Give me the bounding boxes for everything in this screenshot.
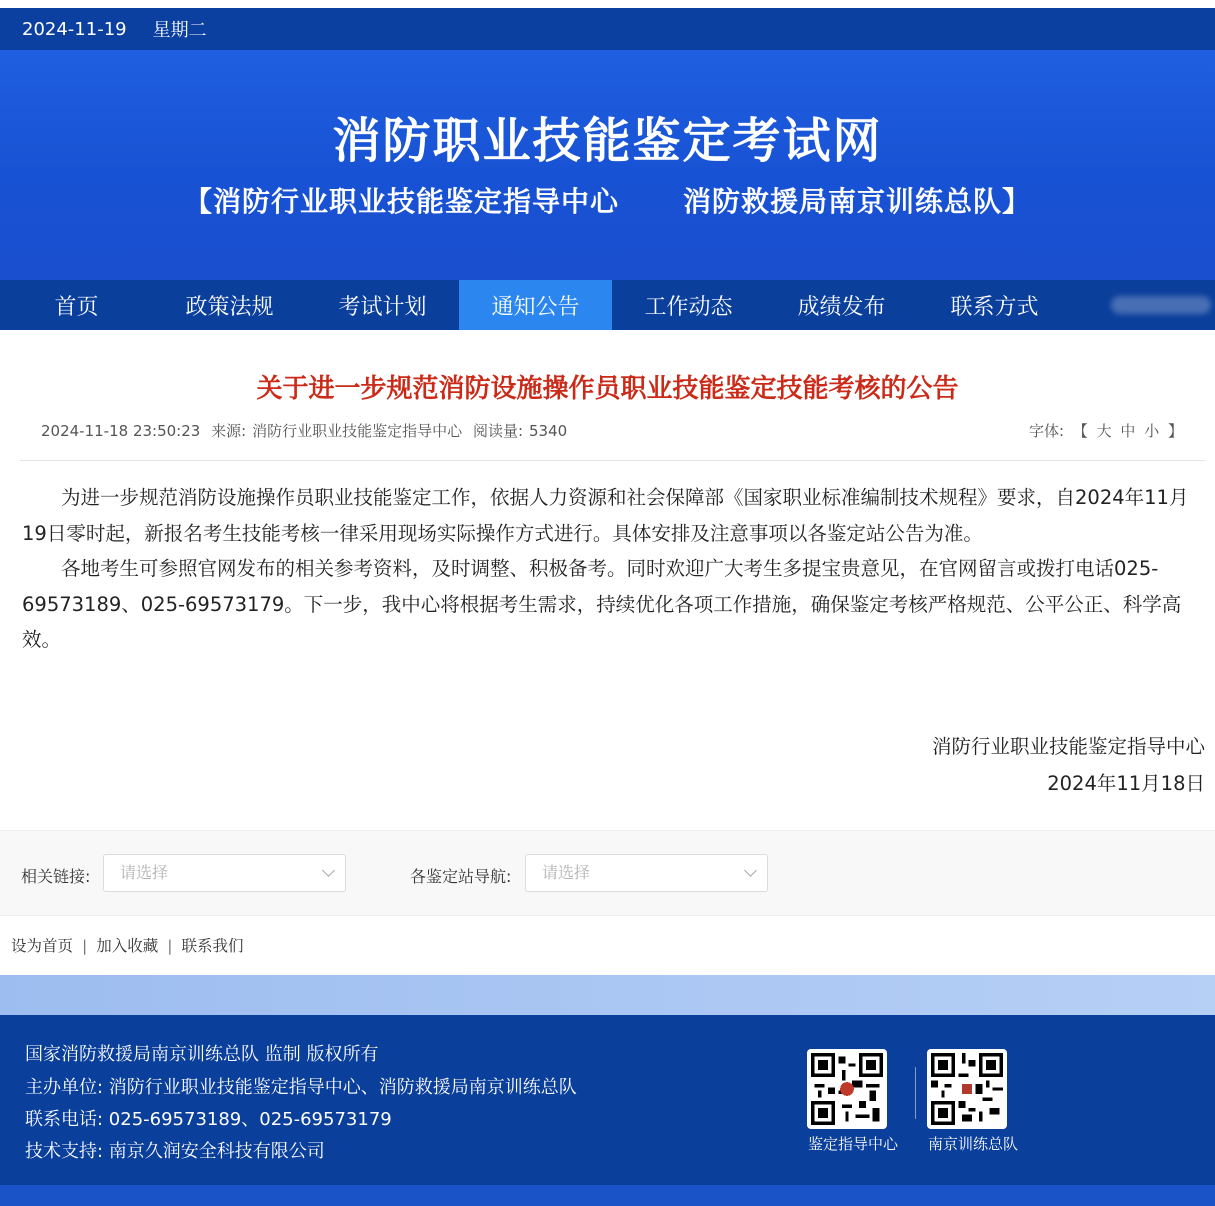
bracket-open: 【 <box>1072 422 1088 440</box>
chevron-down-icon <box>322 864 335 877</box>
font-large-button[interactable]: 大 <box>1096 422 1112 440</box>
qr1-label: 鉴定指导中心 <box>808 1135 899 1153</box>
related-links-select[interactable] <box>103 854 346 892</box>
current-date: 2024-11-19 <box>22 18 127 40</box>
link-separator: | <box>167 937 173 955</box>
footer-phone: 联系电话: 025-69573189、025-69573179 <box>25 1109 392 1130</box>
nav-item-notices[interactable]: 通知公告 <box>459 280 612 330</box>
footer-support: 技术支持: 南京久润安全科技有限公司 <box>25 1141 325 1162</box>
nav-blurred-item <box>1111 296 1211 314</box>
site-footer <box>0 1015 1215 1206</box>
set-homepage-link[interactable]: 设为首页 <box>11 937 74 955</box>
site-title: 消防职业技能鉴定考试网 <box>332 113 883 169</box>
nav-item-home[interactable]: 首页 <box>54 294 99 320</box>
signer: 消防行业职业技能鉴定指导中心 <box>931 735 1205 758</box>
related-links-placeholder: 请选择 <box>120 863 169 882</box>
article-source: 消防行业职业技能鉴定指导中心 <box>252 422 463 440</box>
current-weekday: 星期二 <box>152 20 207 41</box>
subtitle-right: 消防救援局南京训练总队】 <box>683 185 1032 218</box>
article-meta <box>41 420 573 441</box>
qr2-label: 南京训练总队 <box>928 1135 1019 1153</box>
article-paragraph: 为进一步规范消防设施操作员职业技能鉴定工作，依据人力资源和社会保障部《国家职业标准编制技术规程》要求，自2024年11月19日零时起，新报名考生技能考核一律采用现场实际操作方式进行。具体安排及注意事项以各鉴定站公告为准。 <box>22 486 1189 545</box>
bottom-strip <box>0 1185 1215 1206</box>
article-datetime: 2024-11-18 23:50:23 <box>41 422 201 440</box>
article-signature <box>932 728 1205 802</box>
top-date-bar <box>0 8 1215 50</box>
main-nav <box>0 280 1215 330</box>
source-label: 来源: <box>211 422 247 440</box>
contact-us-link[interactable]: 联系我们 <box>181 937 244 955</box>
nav-item-exam-plan[interactable]: 考试计划 <box>338 294 427 320</box>
qr-divider <box>915 1067 916 1119</box>
station-nav-placeholder: 请选择 <box>542 863 591 882</box>
add-favorite-link[interactable]: 加入收藏 <box>96 937 159 955</box>
links-area <box>0 830 1215 916</box>
related-links-label: 相关链接: <box>21 867 91 886</box>
footer-copyright: 国家消防救援局南京训练总队 监制 版权所有 <box>25 1044 379 1065</box>
nav-item-contact[interactable]: 联系方式 <box>950 294 1039 320</box>
chevron-down-icon <box>744 864 757 877</box>
font-small-button[interactable]: 小 <box>1144 422 1160 440</box>
bracket-close: 】 <box>1167 422 1183 440</box>
link-separator: | <box>82 937 88 955</box>
qr-code-icon <box>927 1049 1007 1129</box>
nav-item-results[interactable]: 成绩发布 <box>797 294 886 320</box>
bottom-links <box>11 934 244 956</box>
sign-date: 2024年11月18日 <box>1047 772 1205 795</box>
article-title: 关于进一步规范消防设施操作员职业技能鉴定技能考核的公告 <box>256 374 959 404</box>
nav-item-policy[interactable]: 政策法规 <box>185 294 274 320</box>
station-nav-select[interactable] <box>525 854 768 892</box>
font-medium-button[interactable]: 中 <box>1120 422 1136 440</box>
station-nav-label: 各鉴定站导航: <box>410 867 512 886</box>
qr-code-icon <box>807 1049 887 1129</box>
font-size-control <box>1025 420 1183 441</box>
site-banner <box>0 50 1215 280</box>
article-body <box>22 480 1202 658</box>
font-size-label: 字体: <box>1028 422 1065 440</box>
nav-item-news[interactable]: 工作动态 <box>644 294 733 320</box>
reads-label: 阅读量: <box>472 422 524 440</box>
meta-divider <box>20 460 1205 461</box>
article-paragraph: 各地考生可参照官网发布的相关参考资料，及时调整、积极备考。同时欢迎广大考生多提宝贵意见，在官网留言或拨打电话025-69573189、025-69573179。下一步，我中心将根据考生需求，持续优化各项工作措施，确保鉴定考核严格规范、公平公正、科学高效。 <box>22 557 1182 651</box>
footer-host: 主办单位: 消防行业职业技能鉴定指导中心、消防救援局南京训练总队 <box>25 1077 577 1098</box>
article-reads: 5340 <box>529 422 568 440</box>
subtitle-left: 【消防行业职业技能鉴定指导中心 <box>183 185 619 218</box>
site-subtitle <box>0 180 1215 220</box>
decorative-band <box>0 975 1215 1015</box>
